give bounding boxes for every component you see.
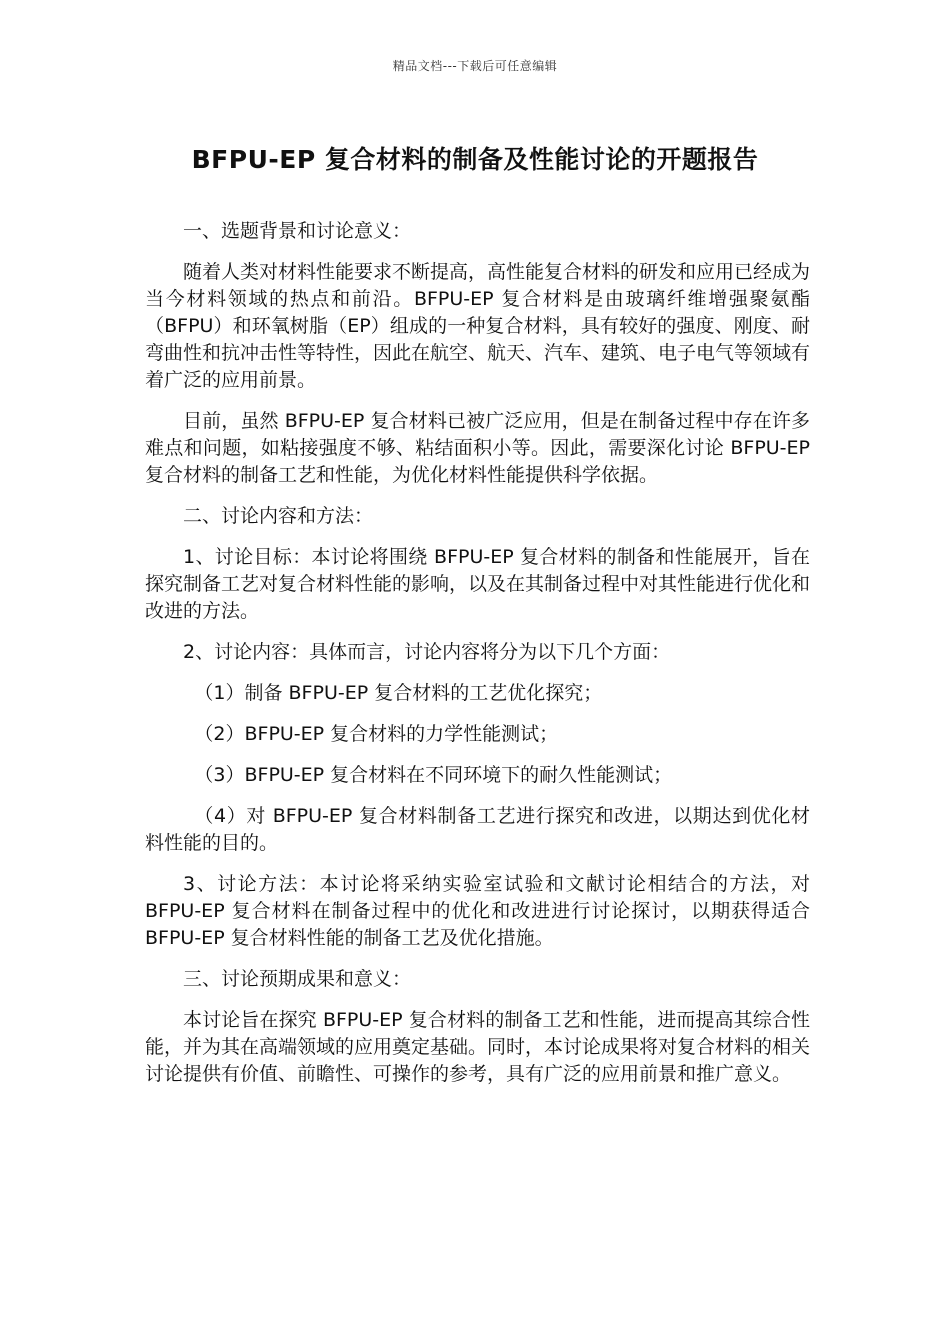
document-body — [145, 218, 810, 1102]
paragraph-research-method: 3、讨论方法：本讨论将采纳实验室试验和文献讨论相结合的方法，对 BFPU-EP 复合材料在制备过程中的优化和改进进行讨论探讨，以期获得适合 BFPU-EP 复合材料性能的制备工艺及优化措施。 — [145, 873, 810, 949]
header-watermark: 精品文档---下载后可任意编辑 — [392, 59, 558, 73]
paragraph-background: 随着人类对材料性能要求不断提高，高性能复合材料的研发和应用已经成为当今材料领域的热点和前沿。BFPU-EP 复合材料是由玻璃纤维增强聚氨酯（BFPU）和环氧树脂（EP）组成的一种复合材料，具有较好的强度、刚度、耐弯曲性和抗冲击性等特性，因此在航空、航天、汽车、建筑、电子电气等领域有着广泛的应用前景。 — [145, 261, 811, 391]
paragraph-expected-results: 本讨论旨在探究 BFPU-EP 复合材料的制备工艺和性能，进而提高其综合性能，并为其在高端领域的应用奠定基础。同时，本讨论成果将对复合材料的相关讨论提供有价值、前瞻性、可操作的参考，具有广泛的应用前景和推广意义。 — [145, 1009, 811, 1085]
list-item-4: （4）对 BFPU-EP 复合材料制备工艺进行探究和改进，以期达到优化材料性能的目的。 — [145, 805, 810, 854]
document-title: BFPU-EP 复合材料的制备及性能讨论的开题报告 — [191, 145, 759, 174]
paragraph-research-goal: 1、讨论目标：本讨论将围绕 BFPU-EP 复合材料的制备和性能展开，旨在探究制备工艺对复合材料性能的影响，以及在其制备过程中对其性能进行优化和改进的方法。 — [145, 546, 811, 622]
paragraph-research-content: 2、讨论内容：具体而言，讨论内容将分为以下几个方面： — [183, 641, 671, 663]
section-heading-expected-results: 三、讨论预期成果和意义： — [183, 968, 412, 990]
paragraph-current-status: 目前，虽然 BFPU-EP 复合材料已被广泛应用，但是在制备过程中存在许多难点和问题，如粘接强度不够、粘结面积小等。因此，需要深化讨论 BFPU-EP 复合材料的制备工艺和性能，为优化材料性能提供科学依据。 — [145, 410, 810, 486]
list-item-3: （3）BFPU-EP 复合材料在不同环境下的耐久性能测试； — [194, 764, 673, 786]
section-heading-background: 一、选题背景和讨论意义： — [183, 220, 412, 242]
section-heading-content-methods: 二、讨论内容和方法： — [183, 505, 374, 527]
list-item-1: （1）制备 BFPU-EP 复合材料的工艺优化探究； — [194, 682, 603, 704]
list-item-2: （2）BFPU-EP 复合材料的力学性能测试； — [194, 723, 559, 745]
